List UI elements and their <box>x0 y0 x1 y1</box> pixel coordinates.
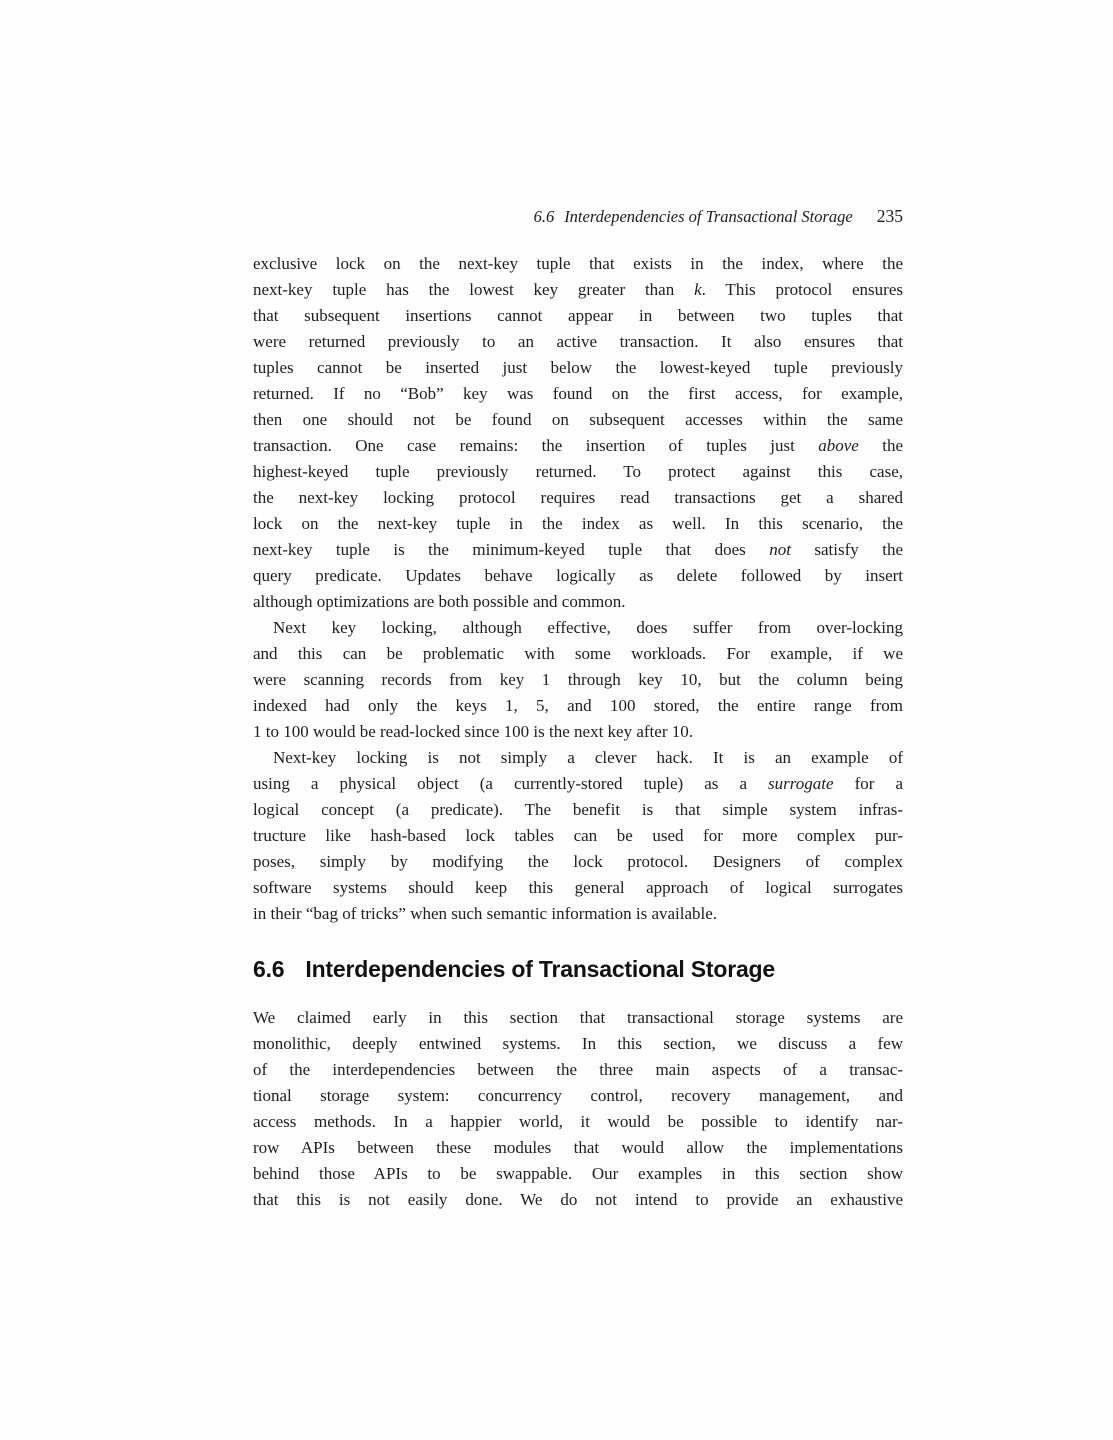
text-line: and this can be problematic with some workloads. For example, if we <box>253 644 903 663</box>
paragraph <box>253 1005 903 1213</box>
text-line: although optimizations are both possible and common. <box>253 592 626 611</box>
section-heading-number: 6.6 <box>253 956 285 982</box>
paragraph <box>253 251 903 615</box>
text-column <box>253 251 903 1213</box>
text-line: transaction. One case remains: the insertion of tuples just above the <box>253 436 903 455</box>
text-line: behind those APIs to be swappable. Our examples in this section show <box>253 1164 903 1183</box>
text-line: highest-keyed tuple previously returned. To protect against this case, <box>253 462 903 481</box>
text-line: lock on the next-key tuple in the index as well. In this scenario, the <box>253 514 903 533</box>
text-line: using a physical object (a currently-stored tuple) as a surrogate for a <box>253 774 903 793</box>
text-line: that this is not easily done. We do not intend to provide an exhaustive <box>253 1190 903 1209</box>
section-heading-title: Interdependencies of Transactional Storage <box>305 956 775 982</box>
running-header-section-number: 6.6 <box>533 207 555 226</box>
text-line: software systems should keep this general approach of logical surrogates <box>253 878 903 897</box>
section-heading <box>253 953 903 985</box>
text-line: in their “bag of tricks” when such semantic information is available. <box>253 904 718 923</box>
text-line: monolithic, deeply entwined systems. In this section, we discuss a few <box>253 1034 903 1053</box>
running-header-section-title: Interdependencies of Transactional Storage <box>564 207 853 226</box>
page-number: 235 <box>876 206 903 226</box>
italic-term: surrogate <box>768 774 834 793</box>
text-line: tructure like hash-based lock tables can be used for more complex pur- <box>253 826 903 845</box>
text-line: returned. If no “Bob” key was found on the first access, for example, <box>253 384 903 403</box>
text-line: then one should not be found on subsequent accesses within the same <box>253 410 903 429</box>
paragraph <box>253 615 903 745</box>
running-header <box>253 206 903 227</box>
italic-term: not <box>769 540 791 559</box>
text-line: access methods. In a happier world, it would be possible to identify nar- <box>253 1112 903 1131</box>
text-line: were scanning records from key 1 through key 10, but the column being <box>253 670 903 689</box>
text-line: Next key locking, although effective, does suffer from over-locking <box>273 618 903 637</box>
text-line: poses, simply by modifying the lock protocol. Designers of complex <box>253 852 903 871</box>
text-line: We claimed early in this section that transactional storage systems are <box>253 1008 903 1027</box>
text-line: next-key tuple is the minimum-keyed tuple that does not satisfy the <box>253 540 903 559</box>
running-header-label <box>534 207 853 227</box>
italic-term: k <box>694 280 702 299</box>
text-line: next-key tuple has the lowest key greater than k. This protocol ensures <box>253 280 903 299</box>
text-line: tuples cannot be inserted just below the lowest-keyed tuple previously <box>253 358 903 377</box>
text-line: query predicate. Updates behave logically as delete followed by insert <box>253 566 903 585</box>
text-line: of the interdependencies between the three main aspects of a transac- <box>253 1060 903 1079</box>
text-line: 1 to 100 would be read-locked since 100 is the next key after 10. <box>253 722 693 741</box>
text-line: Next-key locking is not simply a clever hack. It is an example of <box>273 748 903 767</box>
text-line: exclusive lock on the next-key tuple that exists in the index, where the <box>253 254 903 273</box>
text-line: were returned previously to an active transaction. It also ensures that <box>253 332 903 351</box>
italic-term: above <box>818 436 859 455</box>
paragraph <box>253 745 903 927</box>
text-line: logical concept (a predicate). The benefit is that simple system infras- <box>253 800 903 819</box>
text-line: tional storage system: concurrency control, recovery management, and <box>253 1086 903 1105</box>
text-line: row APIs between these modules that would allow the implementations <box>253 1138 903 1157</box>
text-line: the next-key locking protocol requires read transactions get a shared <box>253 488 903 507</box>
text-line: that subsequent insertions cannot appear in between two tuples that <box>253 306 903 325</box>
text-line: indexed had only the keys 1, 5, and 100 stored, the entire range from <box>253 696 903 715</box>
